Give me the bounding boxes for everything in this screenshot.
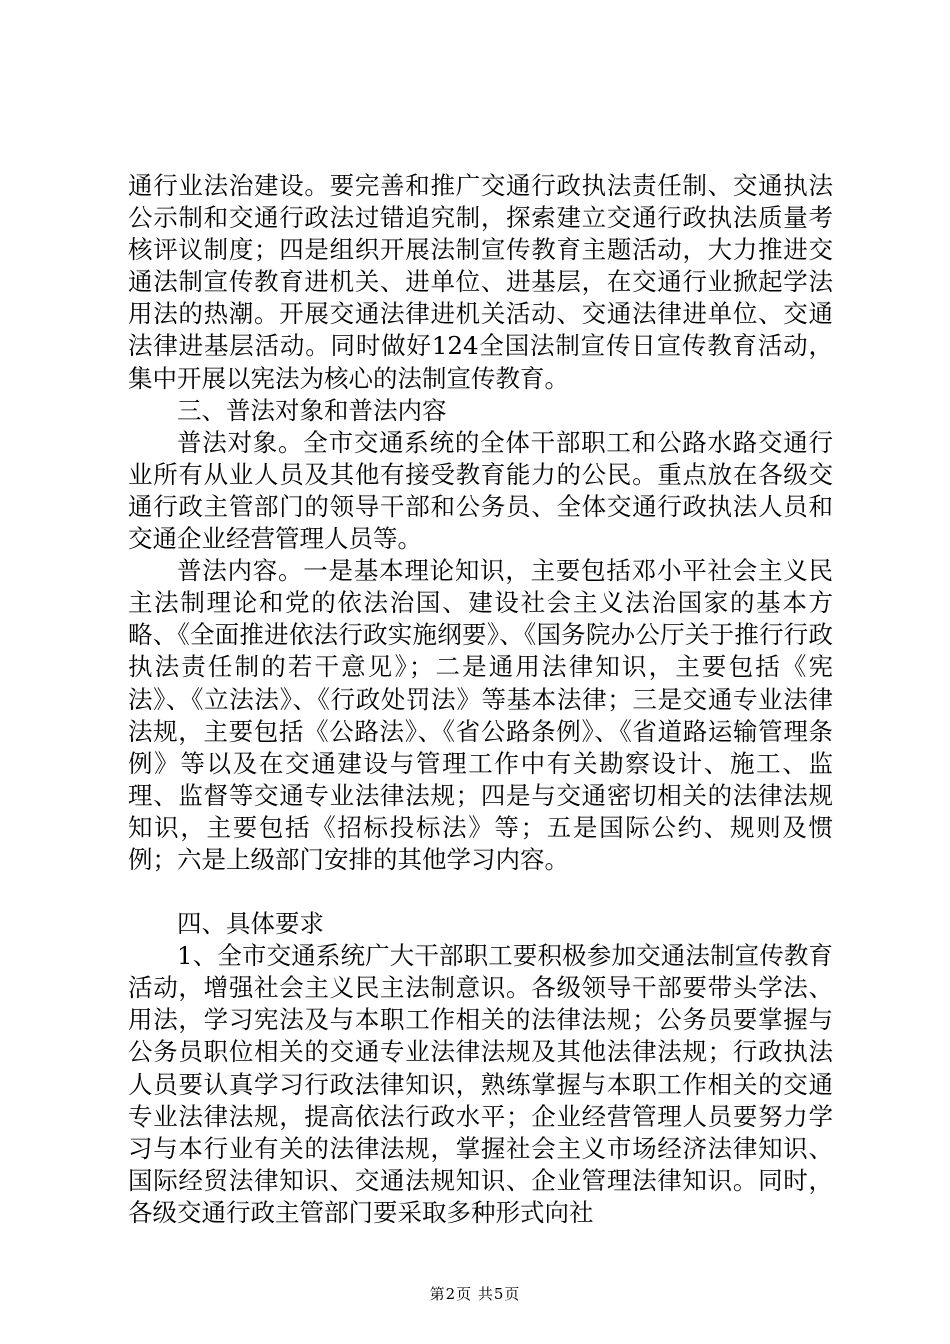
paragraph-content: 普法内容。一是基本理论知识，主要包括邓小平社会主义民主法制理论和党的依法治国、建设社会主义法治国家的基本方略、《全面推进依法行政实施纲要》、《国务院办公厅关于推行行政执法责任制的若干意见》；二是通用法律知识，主要包括《宪法》、《立法法》、《行政处罚法》等基本法律；三是交通专业法律法规，主要包括《公路法》、《省公路条例》、《省道路运输管理条例》等以及在交通建设与管理工作中有关勘察设计、施工、监理、监督等交通专业法律法规；四是与交通密切相关的法律法规知识，主要包括《招标投标法》等；五是国际公约、规则及惯例；六是上级部门安排的其他学习内容。 [128,556,833,874]
paragraph-continuation: 通行业法治建设。要完善和推广交通行政执法责任制、交通执法公示制和交通行政法过错追究制，探索建立交通行政执法质量考核评议制度；四是组织开展法制宣传教育主题活动，大力推进交通法制宣传教育进机关、进单位、进基层，在交通行业掀起学法用法的热潮。开展交通法律进机关活动、交通法律进单位、交通法律进基层活动。同时做好124全国法制宣传日宣传教育活动，集中开展以宪法为核心的法制宣传教育。 [128,171,833,393]
paragraph-targets: 普法对象。全市交通系统的全体干部职工和公路水路交通行业所有从业人员及其他有接受教育能力的公民。重点放在各级交通行政主管部门的领导干部和公务员、全体交通行政执法人员和交通企业经营管理人员等。 [128,427,833,554]
document-body [128,170,833,1229]
section-heading-requirements: 四、具体要求 [177,909,324,939]
page-number-footer: 第2页 共5页 [429,1285,521,1303]
paragraph-requirement-1: 1、全市交通系统广大干部职工要积极参加交通法制宣传教育活动，增强社会主义民主法制意识。各级领导干部要带头学法、用法，学习宪法及与本职工作相关的法律法规；公务员要掌握与公务员职位相关的交通专业法律法规及其他法律法规；行政执法人员要认真学习行政法律知识，熟练掌握与本职工作相关的交通专业法律法规，提高依法行政水平；企业经营管理人员要努力学习与本行业有关的法律法规，掌握社会主义市场经济法律知识、国际经贸法律知识、交通法规知识、企业管理法律知识。同时，各级交通行政主管部门要采取多种形式向社 [128,941,833,1227]
section-heading-targets-content: 三、普法对象和普法内容 [177,395,447,425]
